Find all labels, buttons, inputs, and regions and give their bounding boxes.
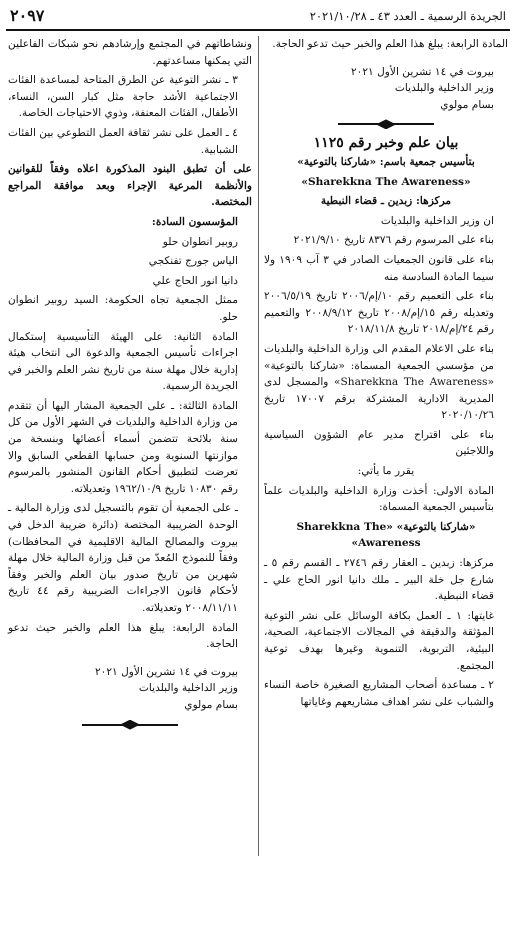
founder-two: الياس جورج تفنكجي	[148, 255, 238, 268]
government-representative: ممثل الجمعية تجاه الحكومة: السيد روبير انطوان حلو.	[8, 294, 238, 323]
signature-date: بيروت في ١٤ تشرين الأول ٢٠٢١	[94, 665, 238, 678]
article-three: المادة الثالثة: ـ على الجمعية المشار اليها أن تتقدم من وزارة الداخلية والبلديات في الشهر الأول من كل سنة بلائحة تتضمن أسماء أعضائها وبنسخة من موازنتها السنوية ومن حسابها القطعي السابق والا تعرضت لتطبيق أحكام القانون المنشور بالمرسوم رقم ١٠٨٣٠ تاريخ ١٩٦٢/١٠/٩ وتعديلاته.	[8, 399, 238, 495]
notice-headquarters: مركزها: زبدين ـ قضاء النبطية	[320, 195, 452, 208]
right-column	[264, 36, 508, 713]
article-four: المادة الرابعة: يبلغ هذا العلم والخبر حيث تدعو الحاجة.	[8, 621, 238, 651]
page-header	[6, 6, 510, 28]
goals-one: غايتها: ١ ـ العمل بكافة الوسائل على نشر التوعية المؤثقة والدقيقة في المجالات الاجتماعية، الصحية، البيئية، التربوية، التنموية وغيرها بهدف توعية المجتمع.	[264, 609, 494, 672]
header-rule	[6, 29, 510, 31]
prev-article-four: المادة الرابعة: يبلغ هذا العلم والخبر حيث تدعو الحاجة.	[272, 38, 508, 50]
founders-title: المؤسسون السادة:	[151, 215, 238, 228]
article-two: المادة الثانية: على الهيئة التأسيسية إستكمال اجراءات تأسيس الجمعية والدعوة الى انتخاب هيئة إدارية خلال مهلة سنة من تاريخ نشر العلم والخبر في الجريدة الرسمية.	[8, 330, 238, 393]
signature-name: بسام مولوي	[184, 698, 238, 711]
notice-subtitle-english: «Sharekkna The Awareness»	[301, 175, 471, 188]
end-separator	[82, 720, 178, 730]
column-divider	[258, 36, 259, 856]
basis-law: بناء على قانون الجمعيات الصادر في ٣ آب ١٩٠٩ ولا سيما المادة السادسة منه	[264, 253, 495, 283]
tax-registration: ـ على الجمعية أن تقوم بالتسجيل لدى وزارة المالية ـ الوحدة الضريبية المختصة (دائرة ضريبة الدخل في بيروت والمصالح المالية الاقليمية في المحافظات) وفقاً للنموذج المُعدّ من قبل وزارة المالية خلال مهلة شهرين من تاريخ صدور بيان العلم والخبر وفقاً لأحكام قانون الاجراءات الضريبية رقم ٤٤ تاريخ ٢٠٠٨/١١/١١ وتعديلاته.	[8, 502, 239, 614]
association-name: «شاركنا بالتوعية» «Sharekkna The Awareness»	[296, 520, 476, 550]
prev-signature-date: بيروت في ١٤ تشرين الأول ٢٠٢١	[350, 65, 494, 78]
gazette-title: الجريدة الرسمية ـ العدد ٤٣ ـ ٢٠٢١/١٠/٢٨	[309, 9, 506, 23]
notice-title: بيان علم وخبر رقم ١١٢٥	[313, 135, 459, 152]
headquarters-detail: مركزها: زبدين ـ العقار رقم ٢٧٤٦ ـ القسم رقم ٥ ـ شارع جل خلة البير ـ ملك دانيا انور الحاج علي ـ قضاء النبطية.	[264, 557, 494, 603]
basis-notification: بناء على الاعلام المقدم الى وزارة الداخلية والبلديات من مؤسسي الجمعية المسماة: «شاركنا بالتوعية» «Sharekkna The Awareness» والمسجل لدى المديرية الادارية المشتركة برقم ١٧٠٠٧ تاريخ ٢٠٢٠/١٠/٢٦	[264, 342, 494, 422]
founder-one: روبير انطوان حلو	[162, 235, 238, 248]
goals-two: ٢ ـ مساعدة أصحاب المشاريع الصغيرة خاصة النساء والشباب على نشر اهداف مشاريعهم وغاياتها	[264, 679, 494, 708]
goals-four: ٤ ـ العمل على نشر ثقافة العمل التطوعي بين الفئات الشبابية.	[8, 126, 238, 156]
signature-title: وزير الداخلية والبلديات	[138, 682, 238, 695]
notice-subtitle: بتأسيس جمعية باسم: «شاركنا بالتوعية»	[297, 155, 475, 168]
basis-circulars: بناء على التعميم رقم ١٠/إم/٢٠٠٦ تاريخ ٢٠٠٦/٥/١٩ وتعديله رقم ١٥/إم/٢٠٠٨ تاريخ ٢٠٠٨/٩/١٢ والتعميم رقم ٢٤/إم/٢٠١٨ تاريخ ٢٠١٨/١١/٨	[264, 290, 494, 336]
goals-continuation: ونشاطاتهم في المجتمع وإرشادهم نحو شبكات الفاعلين التي يمكنها مساعدتهم.	[8, 38, 252, 67]
section-separator	[338, 119, 434, 129]
founder-three: دانيا انور الحاج علي	[152, 274, 238, 287]
left-column	[8, 36, 252, 736]
intro-line: ان وزير الداخلية والبلديات	[380, 214, 494, 227]
goals-three: ٣ ـ نشر التوعية عن الطرق المتاحة لمساعدة الفئات الاجتماعية الأشد حاجة مثل كبار السن، النساء، الأطفال، الفئات المعنفة، وذوي الاحتياجات الخاصة.	[8, 74, 238, 120]
basis-proposal: بناء على اقتراح مدير عام الشؤون السياسية واللاجئين	[264, 428, 494, 458]
decides-line: يقرر ما يأتي:	[357, 465, 415, 478]
article-one: المادة الاولى: أخذت وزارة الداخلية والبلديات علماً بتأسيس الجمعية المسماة:	[264, 484, 494, 514]
prev-signature-title: وزير الداخلية والبلديات	[394, 82, 494, 95]
conditions-paragraph: على أن تطبق البنود المذكورة اعلاه وفقاً للقوانين والأنظمة المرعية الإجراء وبعد موافقة المراجع المختصة.	[8, 163, 252, 209]
basis-decree: بناء على المرسوم رقم ٨٣٧٦ تاريخ ٢٠٢١/٩/١٠	[293, 234, 494, 247]
page-number: ٢٠٩٧	[10, 6, 45, 25]
prev-signature-name: بسام مولوي	[440, 98, 494, 111]
